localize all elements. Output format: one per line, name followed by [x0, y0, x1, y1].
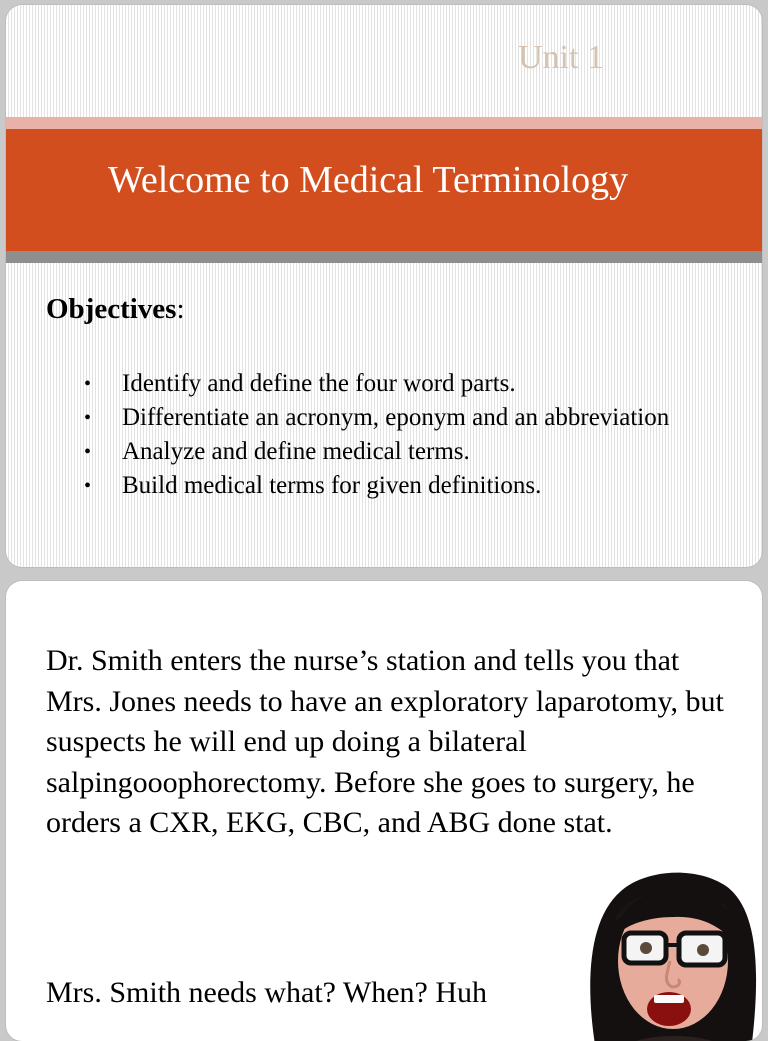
bullet: •: [84, 475, 92, 497]
question-text: Mrs. Smith needs what? When? Huh: [46, 976, 488, 1009]
objective-item: [84, 469, 684, 503]
scenario-text: Dr. Smith enters the nurse’s station and tells you that Mrs. Jones needs to have an exploratory laparotomy, but suspects he will end up doing a bilateral salpingooophorectomy. Before she goes to surgery, he orders a CXR, EKG, CBC, and ABG done stat.: [46, 644, 724, 839]
gray-accent-band: [6, 251, 762, 263]
bullet: •: [84, 373, 92, 395]
eye-right: [697, 944, 709, 956]
title-slide: [6, 5, 762, 567]
objective-text: Analyze and define medical terms.: [122, 438, 470, 465]
scenario-slide: [6, 581, 762, 1041]
objective-text: Differentiate an acronym, eponym and an abbreviation: [122, 404, 670, 431]
objective-item: [84, 367, 684, 401]
bullet: •: [84, 441, 92, 463]
objectives-list: [84, 367, 684, 503]
objectives-heading-text: Objectives: [46, 293, 177, 325]
bullet: •: [84, 407, 92, 429]
objective-item: [84, 435, 684, 469]
slide-title: Welcome to Medical Terminology: [108, 159, 629, 201]
objective-item: [84, 401, 684, 435]
objective-text: Build medical terms for given definitions.: [122, 472, 542, 499]
eye-left: [640, 942, 652, 954]
pink-accent-band: [6, 117, 762, 129]
teeth: [654, 995, 684, 1003]
objectives-heading: [46, 293, 185, 326]
objective-text: Identify and define the four word parts.: [122, 370, 516, 397]
objectives-colon: :: [176, 293, 185, 325]
screaming-woman-photo: [566, 861, 762, 1041]
unit-label: Unit 1: [518, 39, 604, 76]
